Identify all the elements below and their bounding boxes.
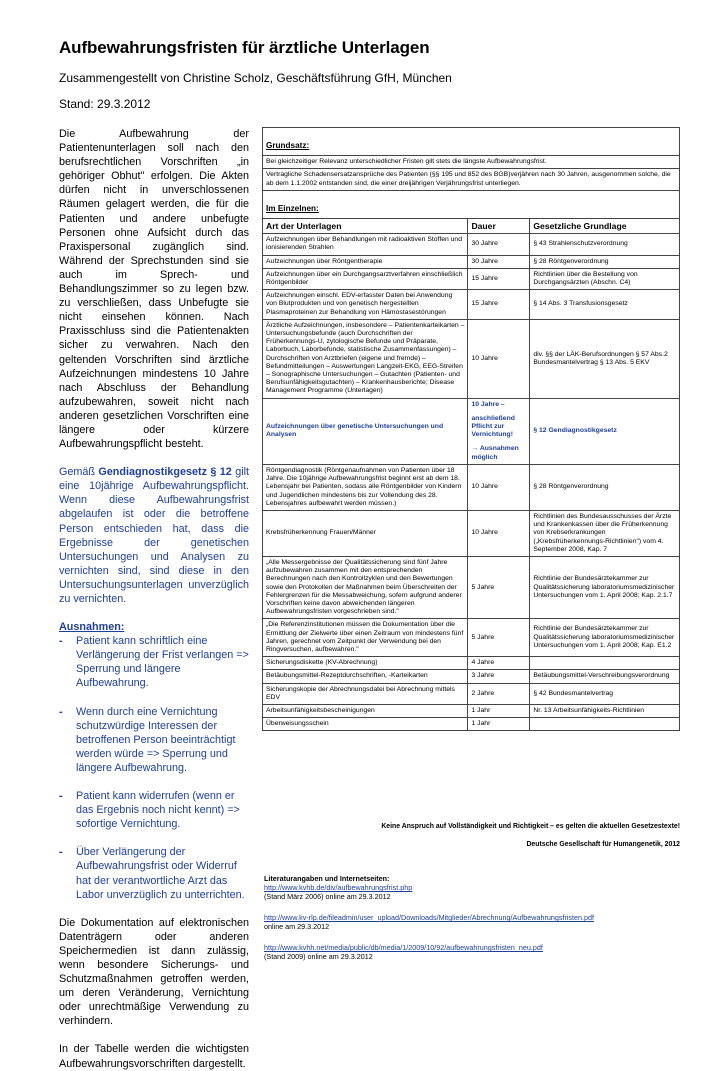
dokumentation-paragraph: Die Dokumentation auf elektronischen Datenträgern oder anderen Speichermedien ist dann zulässig, wenn besondere Sicherungs- und Schutzmaßnahmen getroffen werden, um deren Veränderung, Vernichtung oder unrechtmäßige Verwendung zu verhindern. xyxy=(59,916,249,1028)
table-row xyxy=(263,268,680,289)
cell-dauer: 10 Jahre xyxy=(468,510,530,556)
table-header-row xyxy=(263,219,680,234)
literature-section xyxy=(264,874,684,973)
literature-link[interactable]: http://www.kvhh.net/media/public/db/media/1/2009/10/92/aufbewahrungsfristen_neu.pdf xyxy=(264,943,543,952)
table-row xyxy=(263,464,680,510)
cell-grund: Betäubungsmittel-Verschreibungsverordnung xyxy=(530,670,680,683)
table-row xyxy=(263,510,680,556)
cell-dauer: 15 Jahre xyxy=(468,268,530,289)
column-header: Dauer xyxy=(468,219,530,234)
retention-table xyxy=(262,127,680,731)
cell-dauer: 2 Jahre xyxy=(468,683,530,704)
table-row-genetic xyxy=(263,398,680,464)
dash-bullet: - xyxy=(59,846,63,859)
organization-credit: Deutsche Gesellschaft für Humangenetik, 2012 xyxy=(526,841,680,848)
gen-law-ref: Gendiagnostikgesetz § 12 xyxy=(98,466,232,479)
table-row xyxy=(263,619,680,657)
cell-dauer: 30 Jahre xyxy=(468,234,530,255)
table-row xyxy=(263,234,680,255)
cell-dauer: 4 Jahre xyxy=(468,657,530,670)
list-item: - Wenn durch eine Vernichtung schutzwürdige Interessen der betroffenen Person beeinträchtigt werden würde => Sperrung und längere Aufbewahrung. xyxy=(59,705,236,774)
cell-art: Aufzeichnungen über ein Durchgangsarztverfahren einschließlich Röntgenbilder xyxy=(263,268,468,289)
page-title: Aufbewahrungsfristen für ärztliche Unterlagen xyxy=(59,38,430,57)
left-column xyxy=(59,127,249,1071)
cell-grund: § 28 Röntgenverordnung xyxy=(530,255,680,268)
cell-art: „Die Referenzinstitutionen müssen die Dokumentation über die Ermittlung der Zielwerte über einen Zeitraum von mindestens fünf Jahren, gerechnet vom Zeitpunkt der Verwendung bei den Ringversuchen, aufbewahren." xyxy=(263,619,468,657)
cell-art: Überweisungsschein xyxy=(263,718,468,731)
grundsatz-text-2: Vertragliche Schadensersatzansprüche des Patienten (§§ 195 und 852 des BGB)verjähren nach 30 Jahren, ausgenommen solche, die ab dem 1.1.2002 entstanden sind, die einer dreijährigen Verjährungsfrist unterliegen. xyxy=(263,169,680,190)
table-row xyxy=(263,683,680,704)
grundsatz-heading: Grundsatz: xyxy=(263,128,680,156)
tabelle-paragraph: In der Tabelle werden die wichtigsten Aufbewahrungsvorschriften dargestellt. xyxy=(59,1043,249,1070)
cell-grund: § 28 Röntgenverordnung xyxy=(530,464,680,510)
column-header: Art der Unterlagen xyxy=(263,219,468,234)
literature-heading: Literaturangaben und Internetseiten: xyxy=(264,874,390,883)
subtitle: Zusammengestellt von Christine Scholz, Geschäftsführung GfH, München xyxy=(59,71,452,85)
cell-grund: § 42 Bundesmantelvertrag xyxy=(530,683,680,704)
list-item: - Patient kann schriftlich eine Verlängerung der Frist verlangen => Sperrung und längere Aufbewahrung. xyxy=(59,635,249,690)
gen-post: gilt eine 10jährige Aufbewahrungspflicht. Wenn diese Aufbewahrungsfrist abgelaufen ist oder die betroffene Person entschieden hat, dass die Ergebnisse der genetischen Untersuchungen und Analysen zu vernichten sind, sind diese in den Untersuchungsunterlagen unverzüglich zu vernichten. xyxy=(59,466,250,605)
table-row xyxy=(263,718,680,731)
table-row xyxy=(263,556,680,618)
dash-bullet: - xyxy=(59,635,63,648)
date-line: Stand: 29.3.2012 xyxy=(59,97,151,111)
ausnahmen-list xyxy=(59,634,249,902)
cell-dauer: 15 Jahre xyxy=(468,290,530,320)
cell-art: Aufzeichnungen über Behandlungen mit radioaktiven Stoffen und ionisierenden Strahlen xyxy=(263,234,468,255)
cell-grund: Richtlinie der Bundesärztekammer zur Qualitätssicherung laboratoriumsmedizinischer Untersuchungen vom 1. April 2008; Kap. 2.1.7 xyxy=(530,556,680,618)
cell-art: Aufzeichnungen über Röntgentherapie xyxy=(263,255,468,268)
arrow-icon: → xyxy=(471,445,479,453)
cell-grund xyxy=(530,718,680,731)
literature-link[interactable]: http://www.kv-rlp.de/fileadmin/user_upload/Downloads/Mitglieder/Abrechnung/Aufbewahrungsfristen.pdf xyxy=(264,913,595,922)
cell-grund: § 43 Strahlenschutzverordnung xyxy=(530,234,680,255)
cell-grund: Nr. 13 Arbeitsunfähigkeits-Richtlinien xyxy=(530,704,680,717)
cell-art: Betäubungsmittel-Rezeptdurchschriften, -Karteikarten xyxy=(263,670,468,683)
dash-bullet: - xyxy=(59,790,63,803)
table-row xyxy=(263,657,680,670)
cell-dauer: 5 Jahre xyxy=(468,556,530,618)
cell-art: Ärztliche Aufzeichnungen, insbesondere – Patientenkarteikarten – Untersuchungsbefunde (auch Durchschriften der Früherkennungs-U, zytologische Befunde und Präparate, Laborbuch, Laborbefunde, statistische Zusammenfassungen) – Durchschriften von Arztbriefen (eigene und fremde) – Befundmitteilungen – Auswertungen Langzeit-EKG, EEG-Streifen – Sonographische Untersuchungen – Gutachten (Patienten- und Berufsunfähigkeitsgutachten) – Krankenhausberichte; Disease Management Programme (Unterlagen) xyxy=(263,319,468,398)
grundsatz-text-1: Bei gleichzeitiger Relevanz unterschiedlicher Fristen gilt stets die längste Aufbewahrungsfrist. xyxy=(263,156,680,169)
cell-art: Aufzeichnungen einschl. EDV-erfasster Daten bei Anwendung von Blutprodukten und von genetisch hergestellten Plasmaproteinen zur Behandlung von Hämostasestörungen xyxy=(263,290,468,320)
dash-bullet: - xyxy=(59,705,63,718)
cell-dauer: 1 Jahr xyxy=(468,718,530,731)
literature-entry: http://www.kv-rlp.de/fileadmin/user_upload/Downloads/Mitglieder/Abrechnung/Aufbewahrungsfristen.pdf online am 29.3.2012 xyxy=(264,913,595,931)
cell-grund: Richtlinien über die Bestellung von Durchgangsärzten (Abschn. C4) xyxy=(530,268,680,289)
table-row xyxy=(263,255,680,268)
gendiagnostik-paragraph xyxy=(59,465,249,606)
cell-art: Arbeitsunfähigkeitsbescheinigungen xyxy=(263,704,468,717)
table-row xyxy=(263,319,680,398)
literature-entry: http://www.kvhh.net/media/public/db/media/1/2009/10/92/aufbewahrungsfristen_neu.pdf (Stand 2009) online am 29.3.2012 xyxy=(264,943,543,961)
cell-art: Sicherungsdiskette (KV-Abrechnung) xyxy=(263,657,468,670)
cell-dauer: 10 Jahre – anschließend Pflicht zur Vernichtung! → Ausnahmen möglich xyxy=(468,398,530,464)
cell-art: „Alle Messergebnisse der Qualitätssicherung sind fünf Jahre aufzubewahren zusammen mit den entsprechenden Berechnungen nach den Kontrollzyklen und den Bewertungen sowie den Protokollen der Maßnahmen beim Überschreiten der Fehlergrenzen für die Messabweichung, sofern aufgrund anderer Vorschriften keine davon abweichenden längeren Aufbewahrungsfristen vorgeschrieben sind." xyxy=(263,556,468,618)
gen-pre: Gemäß xyxy=(59,466,99,479)
cell-grund: Richtlinie der Bundesärztekammer zur Qualitätssicherung laboratoriumsmedizinischer Untersuchungen vom 1. April 2008; Kap. E1.2 xyxy=(530,619,680,657)
cell-grund: div. §§ der LÄK-Berufsordnungen § 57 Abs.2 Bundesmantelvertrag § 13 Abs. 5 EKV xyxy=(530,319,680,398)
disclaimer: Keine Anspruch auf Vollständigkeit und Richtigkeit – es gelten die aktuellen Gesetzestexte! xyxy=(381,823,680,830)
intro-paragraph: Die Aufbewahrung der Patientenunterlagen soll nach den berufsrechtlichen Vorschriften „in gehöriger Obhut" erfolgen. Die Akten dürfen nicht in unverschlossenen Räumen gelagert werden, die für die Patienten und andere unbefugte Personen ohne Aufsicht durch das Praxispersonal zugänglich sind. Während der Sprechstunden sind sie auch im Sprech- und Behandlungszimmer so zu legen bzw. zu verschließen, dass Unbefugte sie nicht einsehen können. Nach Praxisschluss sind die Patientenakten sicher zu verwahren. Nach den geltenden Vorschriften sind ärztliche Aufzeichnungen mindestens 10 Jahre nach Abschluss der Behandlung aufzubewahren, soweit nicht nach anderen gesetzlichen Vorschriften eine längere oder kürzere Aufbewahrungspflicht besteht. xyxy=(59,128,249,451)
cell-grund: § 14 Abs. 3 Transfusionsgesetz xyxy=(530,290,680,320)
table-row xyxy=(263,704,680,717)
table-row xyxy=(263,290,680,320)
cell-dauer: 10 Jahre xyxy=(468,319,530,398)
cell-grund: § 12 Gendiagnostikgesetz xyxy=(530,398,680,464)
cell-art: Aufzeichnungen über genetische Untersuchungen und Analysen xyxy=(263,398,468,464)
cell-grund: Richtlinien des Bundesausschusses der Ärzte und Krankenkassen über die Früherkennung von Krebserkrankungen („Krebsfrüherkennungs-Richtlinien") vom 4. September 2008, Kap. 7 xyxy=(530,510,680,556)
list-item: - Über Verlängerung der Aufbewahrungsfrist oder Widerruf hat der verantwortliche Arzt das Labor unverzüglich zu unterrichten. xyxy=(59,846,245,901)
cell-art: Sicherungskopie der Abrechnungsdatei bei Abrechnung mittels EDV xyxy=(263,683,468,704)
cell-art: Röntgendiagnostik (Röntgenaufnahmen von Patienten über 18 Jahre. Die 10jährige Aufbewahrungsfrist beginnt erst ab dem 18. Lebensjahr bei Patienten, sodass alle Röntgenbilder von Kindern und Jugendlichen mindestens bis zur Vollendung des 28. Lebensjahres aufbewahrt werden müssen.) xyxy=(263,464,468,510)
cell-art: Krebsfrüherkennung Frauen/Männer xyxy=(263,510,468,556)
literature-entry: http://www.kvhb.de/div/aufbewahrungsfrist.php (Stand März 2006) online am 29.3.2012 xyxy=(264,883,413,901)
literature-link[interactable]: http://www.kvhb.de/div/aufbewahrungsfrist.php xyxy=(264,883,413,892)
ausnahmen-heading: Ausnahmen: xyxy=(59,621,125,634)
table-row xyxy=(263,670,680,683)
cell-dauer: 3 Jahre xyxy=(468,670,530,683)
cell-grund xyxy=(530,657,680,670)
list-item: - Patient kann widerrufen (wenn er das Ergebnis noch nicht kennt) => sofortige Vernichtung. xyxy=(59,790,240,831)
cell-dauer: 1 Jahr xyxy=(468,704,530,717)
cell-dauer: 30 Jahre xyxy=(468,255,530,268)
einzelnen-heading: Im Einzelnen: xyxy=(263,190,680,218)
cell-dauer: 5 Jahre xyxy=(468,619,530,657)
column-header: Gesetzliche Grundlage xyxy=(530,219,680,234)
cell-dauer: 10 Jahre xyxy=(468,464,530,510)
